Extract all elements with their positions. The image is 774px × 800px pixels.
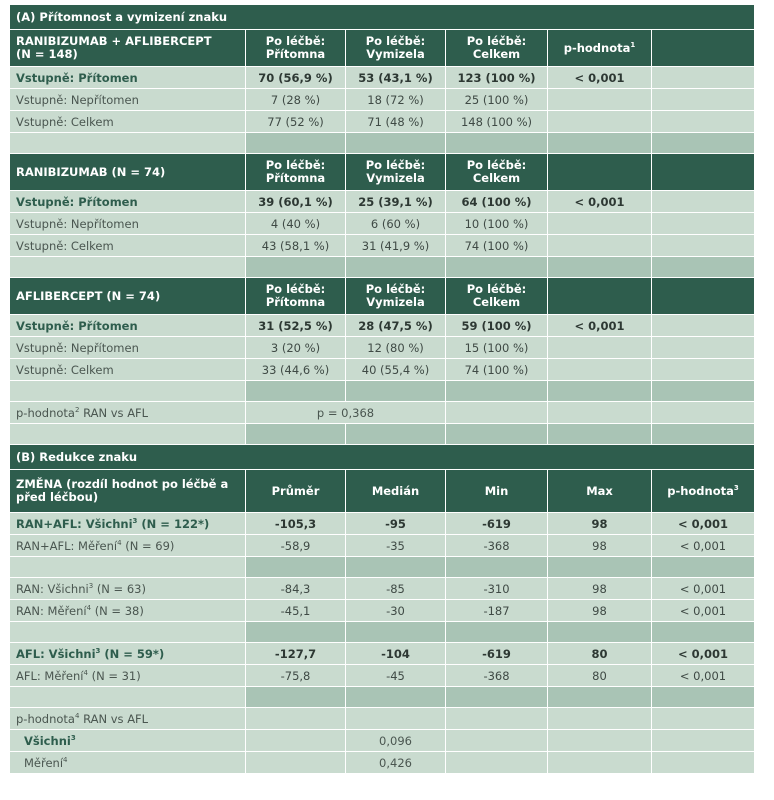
table-row: Vstupně: Nepřítomen 4 (40 %) 6 (60 %) 10 (100 %) [10, 213, 755, 235]
spacer-row [10, 133, 755, 154]
table-row: Vstupně: Přítomen 39 (60,1 %) 25 (39,1 %) 64 (100 %) < 0,001 [10, 191, 755, 213]
col-header: Průměr [246, 470, 346, 513]
change-header: ZMĚNA (rozdíl hodnot po léčbě a před léčbou) [10, 470, 246, 513]
pvalue-row: Měření$^4$ 0,426 [10, 752, 755, 774]
pvalue-row: p-hodnota$^4$ RAN vs AFL [10, 708, 755, 730]
col-header: Medián [346, 470, 446, 513]
col-header: Po léčbě: Celkem [446, 30, 548, 67]
col-header: Po léčbě: Přítomna [246, 278, 346, 315]
table-row: AFL: Měření$^4$ (N = 31) -75,8 -45 -368 80 < 0,001 [10, 665, 755, 687]
table-row: RAN+AFL: Všichni$^3$ (N = 122*) -105,3 -95 -619 98 < 0,001 [10, 513, 755, 535]
spacer-row [10, 424, 755, 445]
col-header-pvalue: p-hodnota$^3$ [652, 470, 755, 513]
pvalue-row: p-hodnota$^2$ RAN vs AFL p = 0,368 [10, 402, 755, 424]
col-header: Po léčbě: Celkem [446, 278, 548, 315]
pvalue-row: Všichni$^3$ 0,096 [10, 730, 755, 752]
col-header: Min [446, 470, 548, 513]
table-row: Vstupně: Nepřítomen 7 (28 %) 18 (72 %) 25 (100 %) [10, 89, 755, 111]
section-a-title: (A) Přítomnost a vymizení znaku [10, 5, 755, 30]
spacer-row [10, 687, 755, 708]
col-header: Po léčbě: Vymizela [346, 278, 446, 315]
table-row: Vstupně: Nepřítomen 3 (20 %) 12 (80 %) 15 (100 %) [10, 337, 755, 359]
spacer-row [10, 622, 755, 643]
group-title: AFLIBERCEPT (N = 74) [10, 278, 246, 315]
col-header: Po léčbě: Celkem [446, 154, 548, 191]
col-header: Po léčbě: Vymizela [346, 30, 446, 67]
spacer-row [10, 381, 755, 402]
group-title: RANIBIZUMAB + AFLIBERCEPT (N = 148) [10, 30, 246, 67]
col-header-empty [652, 30, 755, 67]
table-row: Vstupně: Celkem 77 (52 %) 71 (48 %) 148 (100 %) [10, 111, 755, 133]
table-row: RAN: Měření$^4$ (N = 38) -45,1 -30 -187 98 < 0,001 [10, 600, 755, 622]
col-header: Po léčbě: Přítomna [246, 154, 346, 191]
table-row: Vstupně: Celkem 43 (58,1 %) 31 (41,9 %) 74 (100 %) [10, 235, 755, 257]
table-row: Vstupně: Přítomen 31 (52,5 %) 28 (47,5 %) 59 (100 %) < 0,001 [10, 315, 755, 337]
table-row: Vstupně: Přítomen 70 (56,9 %) 53 (43,1 %) 123 (100 %) < 0,001 [10, 67, 755, 89]
table-row: Vstupně: Celkem 33 (44,6 %) 40 (55,4 %) 74 (100 %) [10, 359, 755, 381]
table-row: AFL: Všichni$^3$ (N = 59*) -127,7 -104 -619 80 < 0,001 [10, 643, 755, 665]
group-title: RANIBIZUMAB (N = 74) [10, 154, 246, 191]
table-row: RAN+AFL: Měření$^4$ (N = 69) -58,9 -35 -368 98 < 0,001 [10, 535, 755, 557]
results-table [9, 4, 754, 774]
col-header: Po léčbě: Přítomna [246, 30, 346, 67]
col-header-pvalue: p-hodnota$^1$ [548, 30, 652, 67]
table-row: RAN: Všichni$^3$ (N = 63) -84,3 -85 -310 98 < 0,001 [10, 578, 755, 600]
spacer-row [10, 557, 755, 578]
spacer-row [10, 257, 755, 278]
pvalue: p = 0,368 [246, 402, 446, 424]
col-header: Po léčbě: Vymizela [346, 154, 446, 191]
col-header: Max [548, 470, 652, 513]
section-b-title: (B) Redukce znaku [10, 445, 755, 470]
